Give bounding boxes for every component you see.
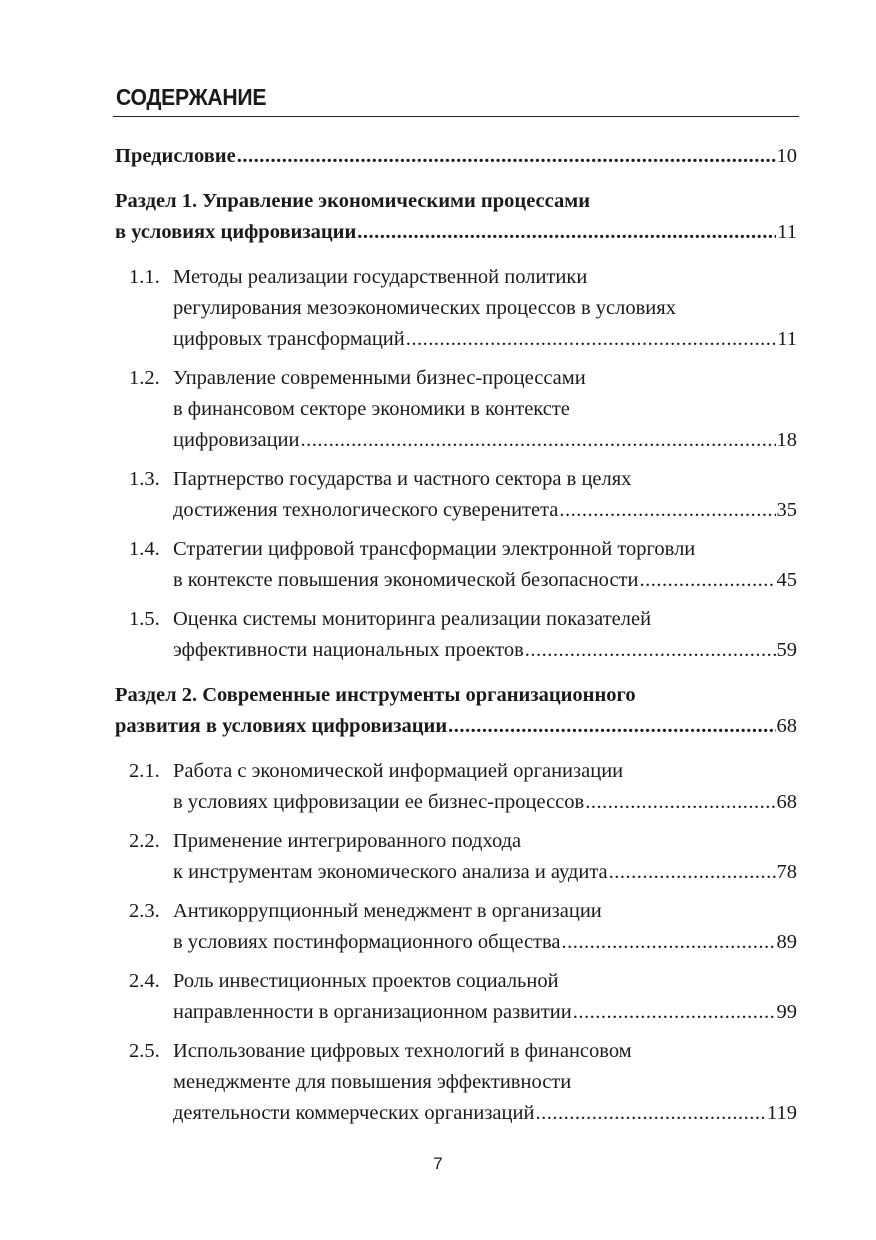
toc-entry-page: 11 [777,328,797,350]
toc-entry-page: 35 [776,499,797,521]
toc-entry-2-1[interactable] [115,756,797,818]
toc-entry-text [129,534,695,565]
toc-entry-title-line: достижения технологического суверенитета [173,499,559,521]
toc-entry-number: 2.4. [129,970,160,992]
toc-entry-text [173,565,638,596]
toc-entry-page: 119 [767,1102,797,1124]
toc-entry-number: 1.4. [129,538,160,560]
dot-leader [559,495,775,526]
toc-entry-title-line: Использование цифровых технологий в финансовом [173,1040,632,1062]
toc-entry-title-line: Партнерство государства и частного сектора в целях [173,468,632,490]
toc-section-title-line: Раздел 1. Управление экономическими процессами [115,190,591,212]
toc-entry-title-line: в финансовом секторе экономики в контексте [173,398,570,420]
toc-entry-number: 2.5. [129,1040,160,1062]
toc-entry-title-line: в контексте повышения экономической безопасности [173,569,639,591]
toc-entry-title-line: Антикоррупционный менеджмент в организации [173,900,602,922]
toc-entry-number: 1.1. [129,266,160,288]
toc-entry-number: 2.2. [129,830,160,852]
toc-entry-page: 59 [776,639,797,661]
toc-entry-title-line: цифровизации [173,429,300,451]
dot-leader [562,927,776,958]
toc-section-title-line: развития в условиях цифровизации [115,715,448,737]
toc-entry-text [129,896,602,927]
dot-leader [300,425,775,456]
toc-entry-text [173,787,584,818]
toc-entry-preface[interactable] [115,141,797,172]
toc-entry-title-line: деятельности коммерческих организаций [173,1102,535,1124]
toc-entry-page: 45 [776,569,797,591]
toc-entry-page: 89 [776,931,797,953]
toc-entry-text [173,324,405,355]
table-of-contents [115,141,797,1143]
toc-entry-title-line: в условиях цифровизации ее бизнес-процессов [173,791,585,813]
toc-entry-title-line: Роль инвестиционных проектов социальной [173,970,559,992]
toc-entry-title-line: менеджменте для повышения эффективности [173,1071,572,1093]
dot-leader [585,787,775,818]
heading-rule [113,116,799,117]
toc-entry-page: 10 [776,145,797,167]
toc-entry-title-line: Управление современными бизнес-процессами [173,367,586,389]
dot-leader [448,711,775,742]
toc-entry-2-2[interactable] [115,826,797,888]
toc-entry-text [173,495,558,526]
dot-leader [639,565,775,596]
page-number: 7 [433,1154,443,1173]
toc-entry-text [173,997,572,1028]
dot-leader [573,997,776,1028]
toc-entry-title-line: Применение интегрированного подхода [173,830,522,852]
toc-entry-2-5[interactable] [115,1036,797,1129]
toc-entry-title-line: Оценка системы мониторинга реализации показателей [173,608,652,630]
toc-entry-1-3[interactable] [115,464,797,526]
toc-entry-title-line: регулирования мезоэкономических процессов в условиях [173,297,676,319]
toc-entry-text [173,394,570,425]
toc-entry-text [129,1036,632,1067]
dot-leader [406,324,777,355]
toc-entry-2-4[interactable] [115,966,797,1028]
toc-entry-page: 78 [776,861,797,883]
toc-entry-number: 1.5. [129,608,160,630]
toc-entry-title-line: Работа с экономической информацией организации [173,760,624,782]
toc-entry-title-line: Методы реализации государственной политики [173,266,588,288]
toc-entry-title-line: направленности в организационном развитии [173,1001,572,1023]
toc-entry-text [173,635,524,666]
dot-leader [237,141,776,172]
toc-entry-text [129,262,587,293]
toc-entry-number: 2.3. [129,900,160,922]
toc-entry-title-line: эффективности национальных проектов [173,639,524,661]
toc-entry-text [173,1067,571,1098]
toc-entry-1-5[interactable] [115,604,797,666]
toc-entry-page: 11 [777,221,797,243]
toc-entry-title-line: цифровых трансформаций [173,328,405,350]
toc-entry-text [173,857,608,888]
toc-section-title-line: Раздел 2. Современные инструменты организационного [115,684,636,706]
toc-entry-1-1[interactable] [115,262,797,355]
toc-entry-1-4[interactable] [115,534,797,596]
toc-entry-text [129,604,651,635]
dot-leader [609,857,776,888]
toc-entry-number: 1.3. [129,468,160,490]
toc-entry-text [129,826,521,857]
toc-entry-number: 1.2. [129,367,160,389]
toc-entry-text [173,425,299,456]
toc-entry-text [173,927,561,958]
toc-entry-number: 2.1. [129,760,160,782]
toc-entry-1-2[interactable] [115,363,797,456]
toc-entry-text [173,1098,534,1129]
toc-entry-page: 99 [776,1001,797,1023]
toc-entry-title-line: к инструментам экономического анализа и аудита [173,861,608,883]
toc-entry-text [129,363,586,394]
toc-entry-page: 18 [776,429,797,451]
toc-entry-title-line: Стратегии цифровой трансформации электронной торговли [173,538,696,560]
toc-section-title-line: в условиях цифровизации [115,221,357,243]
toc-section-2[interactable] [115,680,797,742]
dot-leader [525,635,776,666]
dot-leader [357,217,776,248]
toc-heading: СОДЕРЖАНИЕ [116,84,267,110]
toc-entry-title-line: в условиях постинформационного общества [173,931,561,953]
toc-entry-page: 68 [776,715,797,737]
toc-entry-text [173,293,676,324]
toc-entry-text [129,756,623,787]
toc-section-1[interactable] [115,186,797,248]
toc-entry-text [129,966,559,997]
toc-entry-title: Предисловие [115,145,236,167]
toc-entry-2-3[interactable] [115,896,797,958]
toc-entry-page: 68 [776,791,797,813]
dot-leader [535,1098,766,1129]
toc-entry-text [129,464,631,495]
